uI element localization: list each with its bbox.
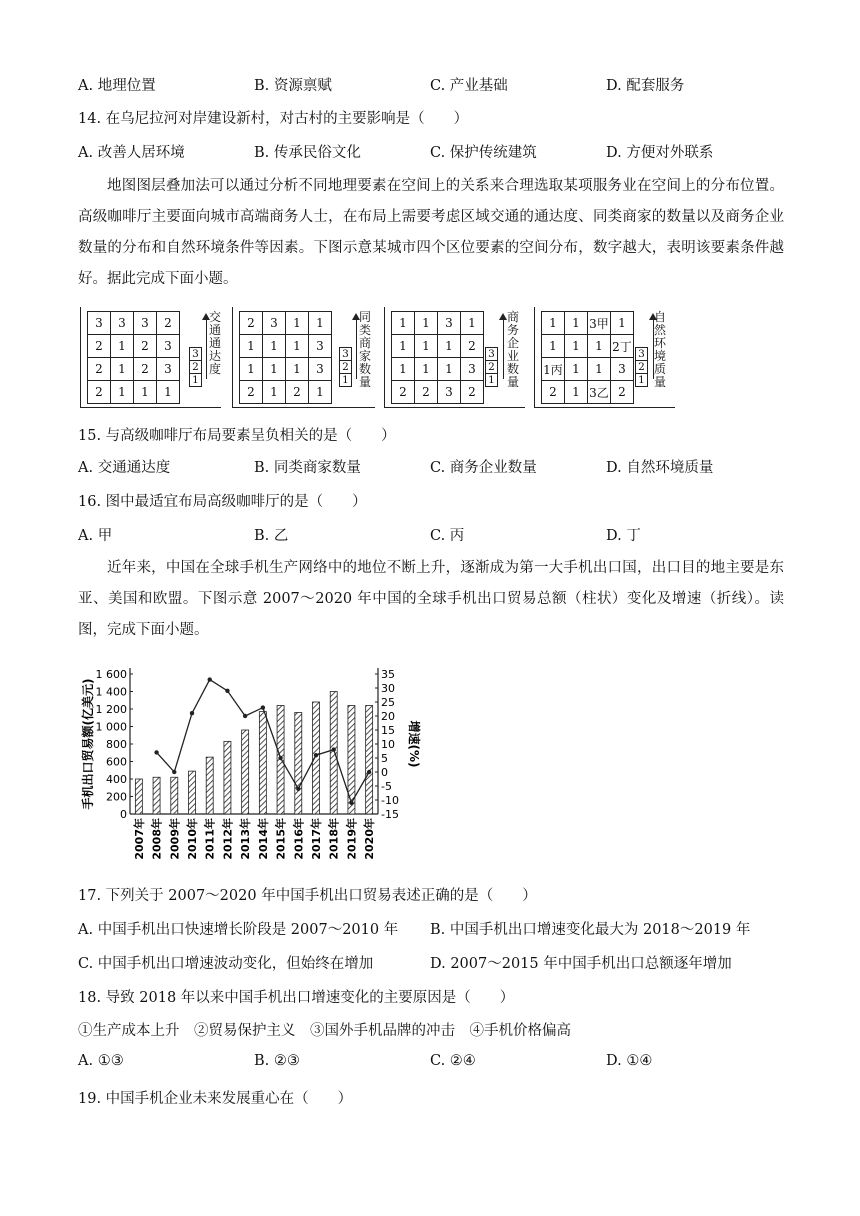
- left-tick-label: 200: [106, 790, 127, 804]
- right-tick-label: -5: [381, 780, 392, 793]
- left-tick-label: 1 000: [95, 720, 127, 734]
- grid-traffic: 3 3 3 2 2 1 2 3 2 1 2 3 2 1 1 1: [87, 311, 180, 404]
- q17-option-b: B. 中国手机出口增速变化最大为 2018～2019 年: [430, 922, 751, 938]
- q14-option-b: B. 传承民俗文化: [254, 145, 361, 161]
- q18-stem: 18. 导致 2018 年以来中国手机出口增速变化的主要原因是（ ）: [78, 990, 515, 1006]
- bar: [206, 757, 213, 814]
- right-tick-label: -15: [381, 808, 399, 821]
- grid-natural-environment: 1 1 3甲 1 1 1 1 2丁 1丙 1 1 3 2 1 3乙 2: [541, 311, 634, 404]
- legend-natural-environment: 3 2 1: [635, 347, 648, 387]
- phone-export-chart: [78, 660, 421, 865]
- growth-point: [154, 750, 158, 754]
- q17-option-a: A. 中国手机出口快速增长阶段是 2007～2010 年: [78, 922, 399, 938]
- q13-option-c: C. 产业基础: [430, 78, 508, 94]
- left-tick-label: 400: [106, 773, 127, 786]
- panel-business-enterprise-count: [384, 307, 525, 408]
- growth-point: [296, 787, 300, 791]
- growth-point: [190, 711, 194, 715]
- legend-same-business: 3 2 1: [339, 347, 352, 387]
- passage-layer-overlay: 地图图层叠加法可以通过分析不同地理要素在空间上的关系来合理选取某项服务业在空间上的分布位置。高级咖啡厅主要面向城市高端商务人士，在布局上需要考虑区域交通的通达度、同类商家的数量以及商务企业数量的分布和自然环境条件等因素。下图示意某城市四个区位要素的空间分布，数字越大，表明该要素条件越好。据此完成下面小题。: [78, 178, 784, 287]
- legend-business-enterprise: 3 2 1: [485, 347, 498, 387]
- legend-traffic: 3 2 1: [189, 347, 202, 387]
- x-tick-label: 2010年: [186, 818, 199, 860]
- grid-business-enterprise: 1 1 3 1 1 1 1 2 1 1 1 3 2 2 3 2: [391, 311, 484, 404]
- q13-option-b: B. 资源禀赋: [254, 78, 332, 94]
- growth-point: [261, 705, 265, 709]
- right-tick-label: 15: [381, 724, 395, 737]
- x-tick-label: 2016年: [292, 818, 306, 860]
- label-natural-environment: 自然环境质量: [653, 310, 666, 389]
- x-tick-label: 2013年: [239, 818, 253, 860]
- right-tick-label: 10: [381, 738, 395, 751]
- q14-stem: 14. 在乌尼拉河对岸建设新村，对古村的主要影响是（ ）: [78, 111, 469, 127]
- left-tick-label: 1 200: [95, 703, 127, 716]
- x-tick-label: 2011年: [203, 818, 217, 860]
- q13-option-a: A. 地理位置: [78, 78, 156, 94]
- label-same-business: 同类商家数量: [358, 310, 371, 389]
- growth-point: [278, 756, 282, 760]
- right-tick-label: 30: [381, 682, 395, 695]
- left-tick-label: 600: [106, 755, 127, 769]
- arrow-up-icon: [206, 319, 207, 379]
- q18-option-a: A. ①③: [78, 1053, 124, 1069]
- q16-stem: 16. 图中最适宜布局高级咖啡厅的是（ ）: [78, 494, 367, 510]
- q13-option-d: D. 配套服务: [606, 78, 685, 94]
- growth-point: [314, 753, 318, 757]
- bar: [295, 713, 302, 815]
- bar: [259, 712, 266, 814]
- q15-option-b: B. 同类商家数量: [254, 460, 361, 476]
- x-tick-label: 2009年: [168, 818, 182, 860]
- bar: [224, 741, 231, 814]
- bar: [242, 730, 249, 814]
- q17-option-c: C. 中国手机出口增速波动变化，但始终在增加: [78, 956, 374, 972]
- growth-point: [225, 689, 229, 693]
- bar: [189, 771, 196, 814]
- passage-phone-export: 近年来，中国在全球手机生产网络中的地位不断上升，逐渐成为第一大手机出口国，出口目的地主要是东亚、美国和欧盟。下图示意 2007～2020 年中国的全球手机出口贸易总额（柱状）变化及增速（折线）。读图，完成下面小题。: [78, 560, 784, 638]
- q15-stem: 15. 与高级咖啡厅布局要素呈负相关的是（ ）: [78, 428, 396, 444]
- q15-option-c: C. 商务企业数量: [430, 460, 537, 476]
- q15-option-a: A. 交通通达度: [78, 460, 171, 476]
- bar: [171, 777, 178, 814]
- x-tick-label: 2012年: [221, 818, 235, 860]
- x-tick-label: 2007年: [132, 818, 146, 860]
- right-tick-label: 0: [381, 766, 388, 779]
- x-tick-label: 2020年: [363, 818, 377, 860]
- growth-point: [172, 770, 176, 774]
- label-business-enterprise: 商务企业数量: [506, 310, 519, 389]
- right-tick-label: -10: [381, 794, 399, 807]
- right-tick-label: 25: [381, 696, 395, 709]
- q14-option-d: D. 方便对外联系: [606, 145, 714, 161]
- q17-stem: 17. 下列关于 2007～2020 年中国手机出口贸易表述正确的是（ ）: [78, 888, 537, 904]
- left-tick-label: 1 400: [95, 685, 127, 699]
- bar: [313, 702, 320, 814]
- q14-option-a: A. 改善人居环境: [78, 145, 185, 161]
- growth-point: [243, 714, 247, 718]
- q16-option-b: B. 乙: [254, 528, 289, 544]
- arrow-up-icon: [356, 319, 357, 379]
- x-tick-label: 2017年: [310, 818, 323, 860]
- growth-point: [332, 747, 336, 751]
- x-tick-label: 2014年: [256, 818, 270, 860]
- x-tick-label: 2015年: [274, 818, 288, 860]
- x-tick-label: 2008年: [150, 818, 164, 860]
- y-axis-right-label: 增速(%): [407, 720, 421, 768]
- growth-point: [208, 677, 212, 681]
- bar: [330, 692, 337, 815]
- right-tick-label: 35: [381, 668, 395, 681]
- q18-option-d: D. ①④: [606, 1053, 653, 1069]
- q19-stem: 19. 中国手机企业未来发展重心在（ ）: [78, 1091, 353, 1107]
- bar: [366, 706, 373, 815]
- bar: [135, 779, 142, 814]
- x-tick-label: 2018年: [327, 818, 341, 860]
- panel-traffic-accessibility: [80, 307, 221, 408]
- q18-option-c: C. ②④: [430, 1053, 476, 1069]
- grid-same-business: 2 3 1 1 1 1 1 3 1 1 1 3 2 1 2 1: [239, 311, 332, 404]
- q18-items: ①生产成本上升 ②贸易保护主义 ③国外手机品牌的冲击 ④手机价格偏高: [78, 1023, 571, 1039]
- panel-same-business-count: [232, 307, 375, 408]
- left-tick-label: 0: [120, 808, 127, 821]
- left-tick-label: 800: [106, 738, 127, 751]
- x-tick-label: 2019年: [345, 818, 359, 860]
- arrow-up-icon: [503, 319, 504, 379]
- q16-option-a: A. 甲: [78, 528, 113, 544]
- right-tick-label: 5: [381, 752, 388, 765]
- q16-option-c: C. 丙: [430, 528, 465, 544]
- bar: [153, 777, 160, 814]
- left-tick-label: 1 600: [95, 668, 127, 681]
- growth-point: [367, 770, 371, 774]
- q17-option-d: D. 2007～2015 年中国手机出口总额逐年增加: [430, 956, 732, 972]
- y-axis-label: 手机出口贸易额(亿美元): [81, 678, 95, 810]
- q15-option-d: D. 自然环境质量: [606, 460, 714, 476]
- panel-natural-environment: [534, 307, 675, 408]
- right-tick-label: 20: [381, 710, 395, 723]
- label-traffic: 交通通达度: [208, 310, 221, 376]
- growth-point: [349, 801, 353, 805]
- q16-option-d: D. 丁: [606, 528, 641, 544]
- q18-option-b: B. ②③: [254, 1053, 300, 1069]
- q14-option-c: C. 保护传统建筑: [430, 145, 537, 161]
